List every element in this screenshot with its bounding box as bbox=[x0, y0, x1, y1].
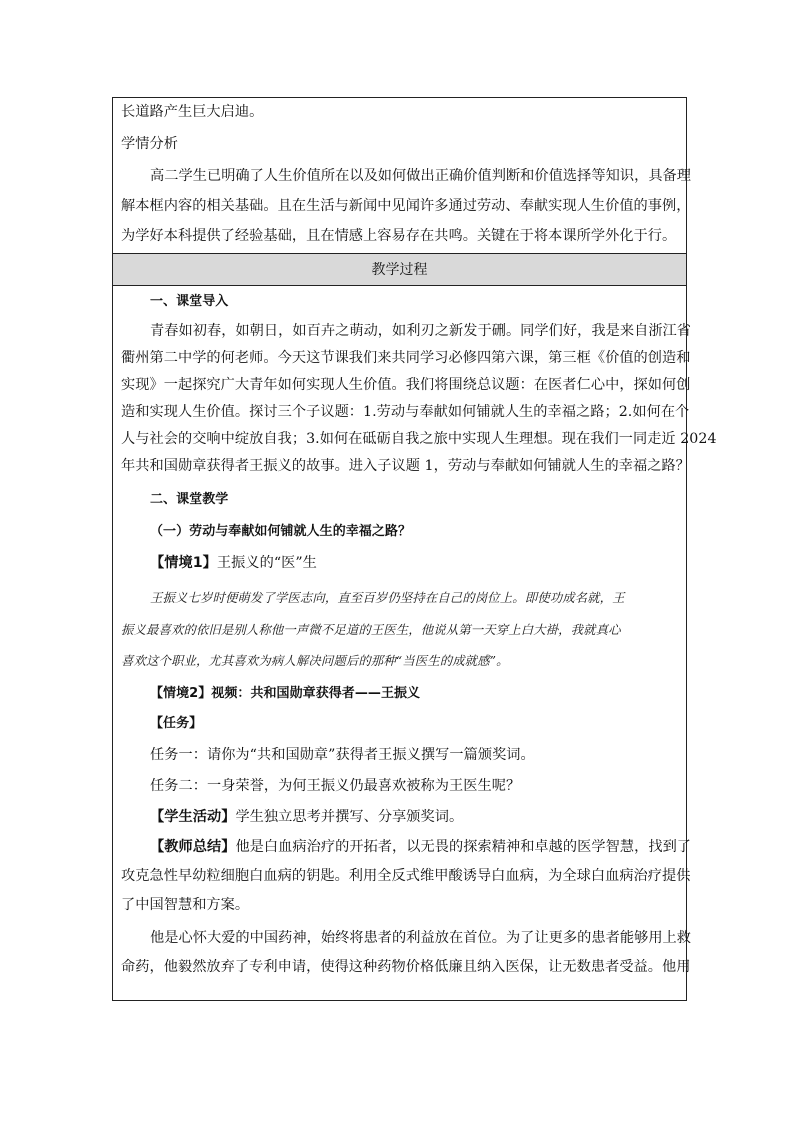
scene-one-label: 【情境1】 bbox=[150, 555, 217, 571]
teacher-summary-text: 他是白血病治疗的开拓者，以无畏的探索精神和卓越的医学智慧，找到了 bbox=[235, 839, 692, 855]
analysis-line: 为学好本科提供了经验基础，且在情感上容易存在共鸣。关键在于将本课所学外化于行。 bbox=[121, 228, 677, 244]
scene-quote-line: 振义最喜欢的依旧是别人称他一声微不足道的王医生，他说从第一天穿上白大褂，我就真心 bbox=[121, 622, 621, 637]
scene-one bbox=[150, 553, 678, 573]
teacher-summary-line: 了中国智慧和方案。 bbox=[121, 897, 250, 913]
summary-line: 命药，他毅然放弃了专利申请，使得这种药物价格低廉且纳入医保，让无数患者受益。他用 bbox=[121, 959, 691, 975]
analysis-line: 解本框内容的相关基础。且在生活与新闻中见闻许多通过劳动、奉献实现人生价值的事例， bbox=[121, 198, 691, 214]
teacher-summary-line: 攻克急性早幼粒细胞白血病的钥匙。利用全反式维甲酸诱导白血病，为全球白血病治疗提供 bbox=[121, 868, 691, 884]
teaching-process-header bbox=[113, 254, 686, 286]
scene-two: 【情境2】视频：共和国勋章获得者——王振义 bbox=[150, 686, 421, 701]
student-activity-label: 【学生活动】 bbox=[150, 809, 236, 825]
teaching-process-body bbox=[113, 286, 717, 1000]
teacher-summary-label: 【教师总结】 bbox=[150, 839, 236, 855]
scene-quote-line: 王振义七岁时便萌发了学医志向，直至百岁仍坚持在自己的岗位上。即使功成名就，王 bbox=[150, 590, 625, 605]
summary-line: 他是心怀大爱的中国药神，始终将患者的利益放在首位。为了让更多的患者能够用上救 bbox=[150, 930, 692, 946]
task-one: 任务一：请你为“共和国勋章”获得者王振义撰写一篇颁奖词。 bbox=[150, 747, 535, 763]
student-activity bbox=[150, 807, 678, 827]
intro-line: 造和实现人生价值。探讨三个子议题：1.劳动与奉献如何铺就人生的幸福之路；2.如何在个 bbox=[121, 404, 690, 420]
intro-heading: 一、课堂导入 bbox=[150, 294, 229, 309]
intro-line: 年共和国勋章获得者王振义的故事。进入子议题 1，劳动与奉献如何铺就人生的幸福之路？ bbox=[121, 458, 690, 474]
text-line: 长道路产生巨大启迪。 bbox=[121, 104, 264, 120]
analysis-line: 高二学生已明确了人生价值所在以及如何做出正确价值判断和价值选择等知识，具备理 bbox=[150, 168, 692, 184]
background-section bbox=[113, 98, 692, 254]
scene-quote-line: 喜欢这个职业，尤其喜欢为病人解决问题后的那种“当医生的成就感”。 bbox=[121, 653, 509, 668]
task-label: 【任务】 bbox=[150, 716, 203, 731]
topic-subheading: （一）劳动与奉献如何铺就人生的幸福之路？ bbox=[150, 524, 412, 539]
intro-line: 实现》一起探究广大青年如何实现人生价值。我们将围绕总议题：在医者仁心中，探如何创 bbox=[121, 377, 691, 393]
analysis-title: 学情分析 bbox=[121, 136, 178, 152]
intro-line: 人与社会的交响中绽放自我；3.如何在砥砺自我之旅中实现人生理想。现在我们一同走近 2024 bbox=[121, 431, 717, 447]
lesson-plan-table bbox=[112, 97, 717, 1001]
teaching-heading: 二、课堂教学 bbox=[150, 492, 229, 507]
teacher-summary bbox=[150, 837, 692, 857]
scene-one-title: 王振义的“医”生 bbox=[216, 555, 317, 571]
intro-line: 青春如初春，如朝日，如百卉之萌动，如利刃之新发于硎。同学们好，我是来自浙江省 bbox=[150, 323, 692, 339]
task-two: 任务二：一身荣誉，为何王振义仍最喜欢被称为王医生呢？ bbox=[150, 778, 521, 794]
intro-line: 衢州第二中学的何老师。今天这节课我们来共同学习必修四第六课，第三框《价值的创造和 bbox=[121, 350, 691, 366]
student-activity-text: 学生独立思考并撰写、分享颁奖词。 bbox=[235, 809, 464, 825]
teaching-process-title: 教学过程 bbox=[371, 262, 428, 278]
